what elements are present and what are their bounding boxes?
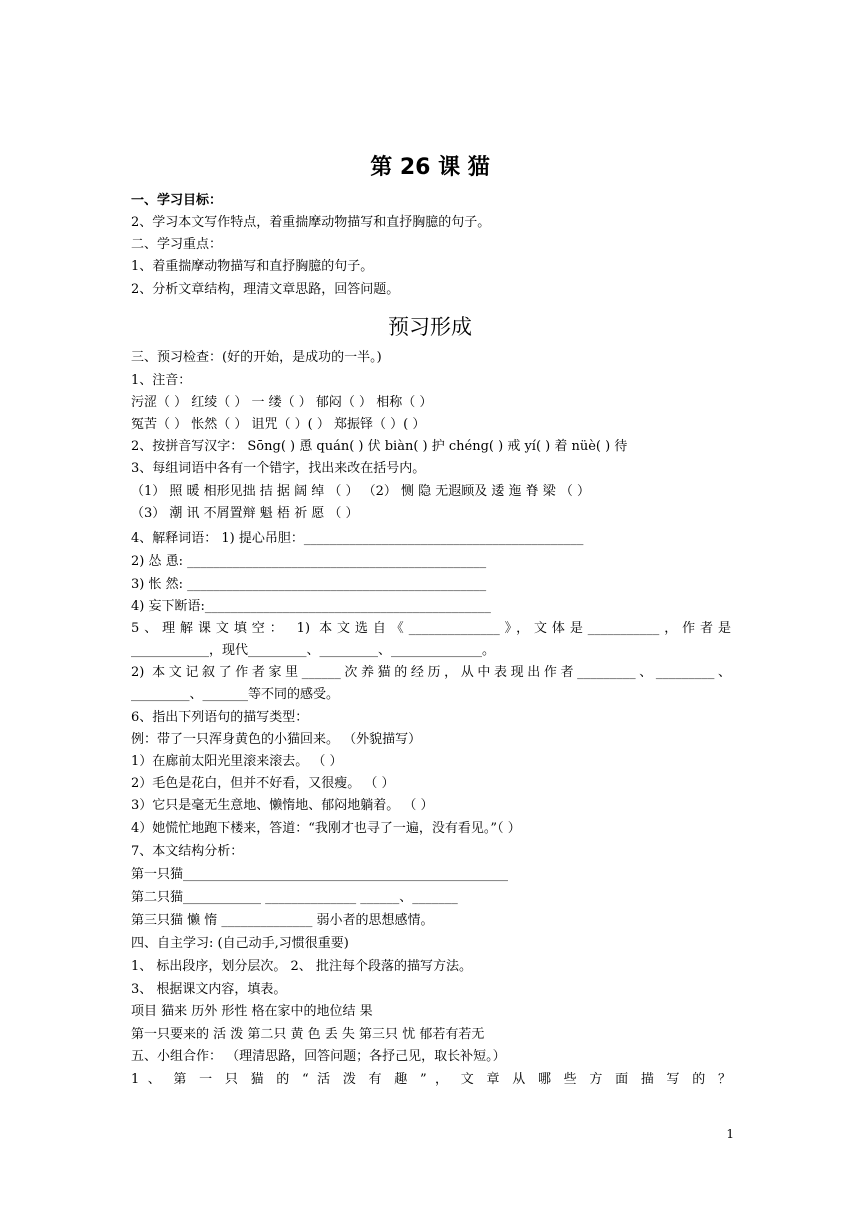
section-heading: 三、预习检查：(好的开始，是成功的一半。): [131, 350, 382, 365]
text-line: 1 、 第 一 只 猫 的 “ 活 泼 有 趣 ” ， 文 章 从 哪 些 方 面 描 写 的 ？: [131, 1072, 731, 1087]
text-line: _________、_______等不同的感受。: [131, 687, 340, 702]
text-line: 2) 本文记叙了作者家里______次养猫的经历，从中表现出作者_________、_________、: [131, 665, 731, 680]
section-heading: 二、学习重点：: [131, 237, 223, 252]
section-heading: 一、学习目标：: [131, 193, 223, 208]
section-heading: 四、自主学习: (自己动手,习惯很重要): [131, 936, 349, 951]
text-line: 1、注音：: [131, 373, 192, 388]
text-line: 3）它只是毫无生意地、懒惰地、郁闷地躺着。 （ ）: [131, 798, 434, 813]
text-line: 3、每组词语中各有一个错字，找出来改在括号内。: [131, 461, 426, 476]
text-line: 2、按拼音写汉字： Sōng( ) 恿 quán( ) 伏 biàn( ) 护 chéng( ) 戒 yí( ) 着 nüè( ) 待: [131, 439, 628, 454]
text-line: 1、 标出段序，划分层次。 2、 批注每个段落的描写方法。: [131, 959, 472, 974]
text-line: 例：带了一只浑身黄色的小猫回来。 （外貌描写）: [131, 732, 422, 747]
text-line: 1、着重揣摩动物描写和直抒胸臆的句子。: [131, 259, 374, 274]
text-line: 1）在廊前太阳光里滚来滚去。 （ ）: [131, 754, 343, 769]
text-line: 5、理解课文填空： 1) 本文选自《______________》，文体是___________，作者是: [131, 621, 731, 636]
text-line: ____________，现代_________、_________、______________。: [131, 643, 496, 658]
text-line: 4) 妄下断语:____________________________________________: [131, 599, 491, 614]
text-line: 第二只猫____________ ______________ ______、_______: [131, 890, 458, 905]
text-line: 6、指出下列语句的描写类型：: [131, 710, 309, 725]
page-number: 1: [726, 1127, 734, 1141]
text-line: 2) 怂 恿: ______________________________________________: [131, 554, 487, 569]
lesson-title: 第 26 课 猫: [370, 155, 490, 180]
text-line: 2）毛色是花白，但并不好看，又很瘦。 （ ）: [131, 776, 395, 791]
text-line: 7、本文结构分析：: [131, 844, 244, 859]
text-line: 4、解释词语： 1) 提心吊胆：___________________________________________: [131, 531, 584, 546]
section-title: 预习形成: [388, 315, 472, 339]
section-heading: 五、小组合作： （理清思路，回答问题；各抒己见，取长补短。）: [131, 1049, 506, 1064]
text-line: 2、学习本文写作特点，着重揣摩动物描写和直抒胸臆的句子。: [131, 215, 491, 230]
table-header-line: 项目 猫来 历外 形性 格在家中的地位结 果: [131, 1004, 373, 1019]
text-line: 4）她慌忙地跑下楼来，答道：“我刚才也寻了一遍，没有看见。”（ ）: [131, 821, 521, 836]
text-line: 冤苦（ ） 怅然（ ） 诅咒（ ）( ） 郑振铎（ ）( ）: [131, 417, 426, 432]
table-row-line: 第一只要来的 活 泼 第二只 黄 色 丢 失 第三只 忧 郁若有若无: [131, 1027, 485, 1042]
text-line: 污涩（ ） 红绫（ ） 一 缕（ ） 郁闷（ ） 相称（ ）: [131, 395, 433, 410]
text-line: 3) 怅 然: ______________________________________________: [131, 577, 487, 592]
text-line: 第一只猫__________________________________________________: [131, 867, 509, 882]
text-line: 3、 根据课文内容，填表。: [131, 982, 287, 997]
text-line: 第三只猫 懒 惰 ______________ 弱小者的思想感情。: [131, 913, 434, 928]
text-line: 2、分析文章结构，理清文章思路，回答问题。: [131, 282, 400, 297]
text-line: （1） 照 暖 相形见拙 拮 据 阔 绰 （ ） （2） 恻 隐 无遐顾及 逶 迤 脊 梁 （ ）: [131, 484, 591, 499]
text-line: （3） 潮 讯 不屑置辩 魁 梧 祈 愿 （ ）: [131, 506, 359, 521]
